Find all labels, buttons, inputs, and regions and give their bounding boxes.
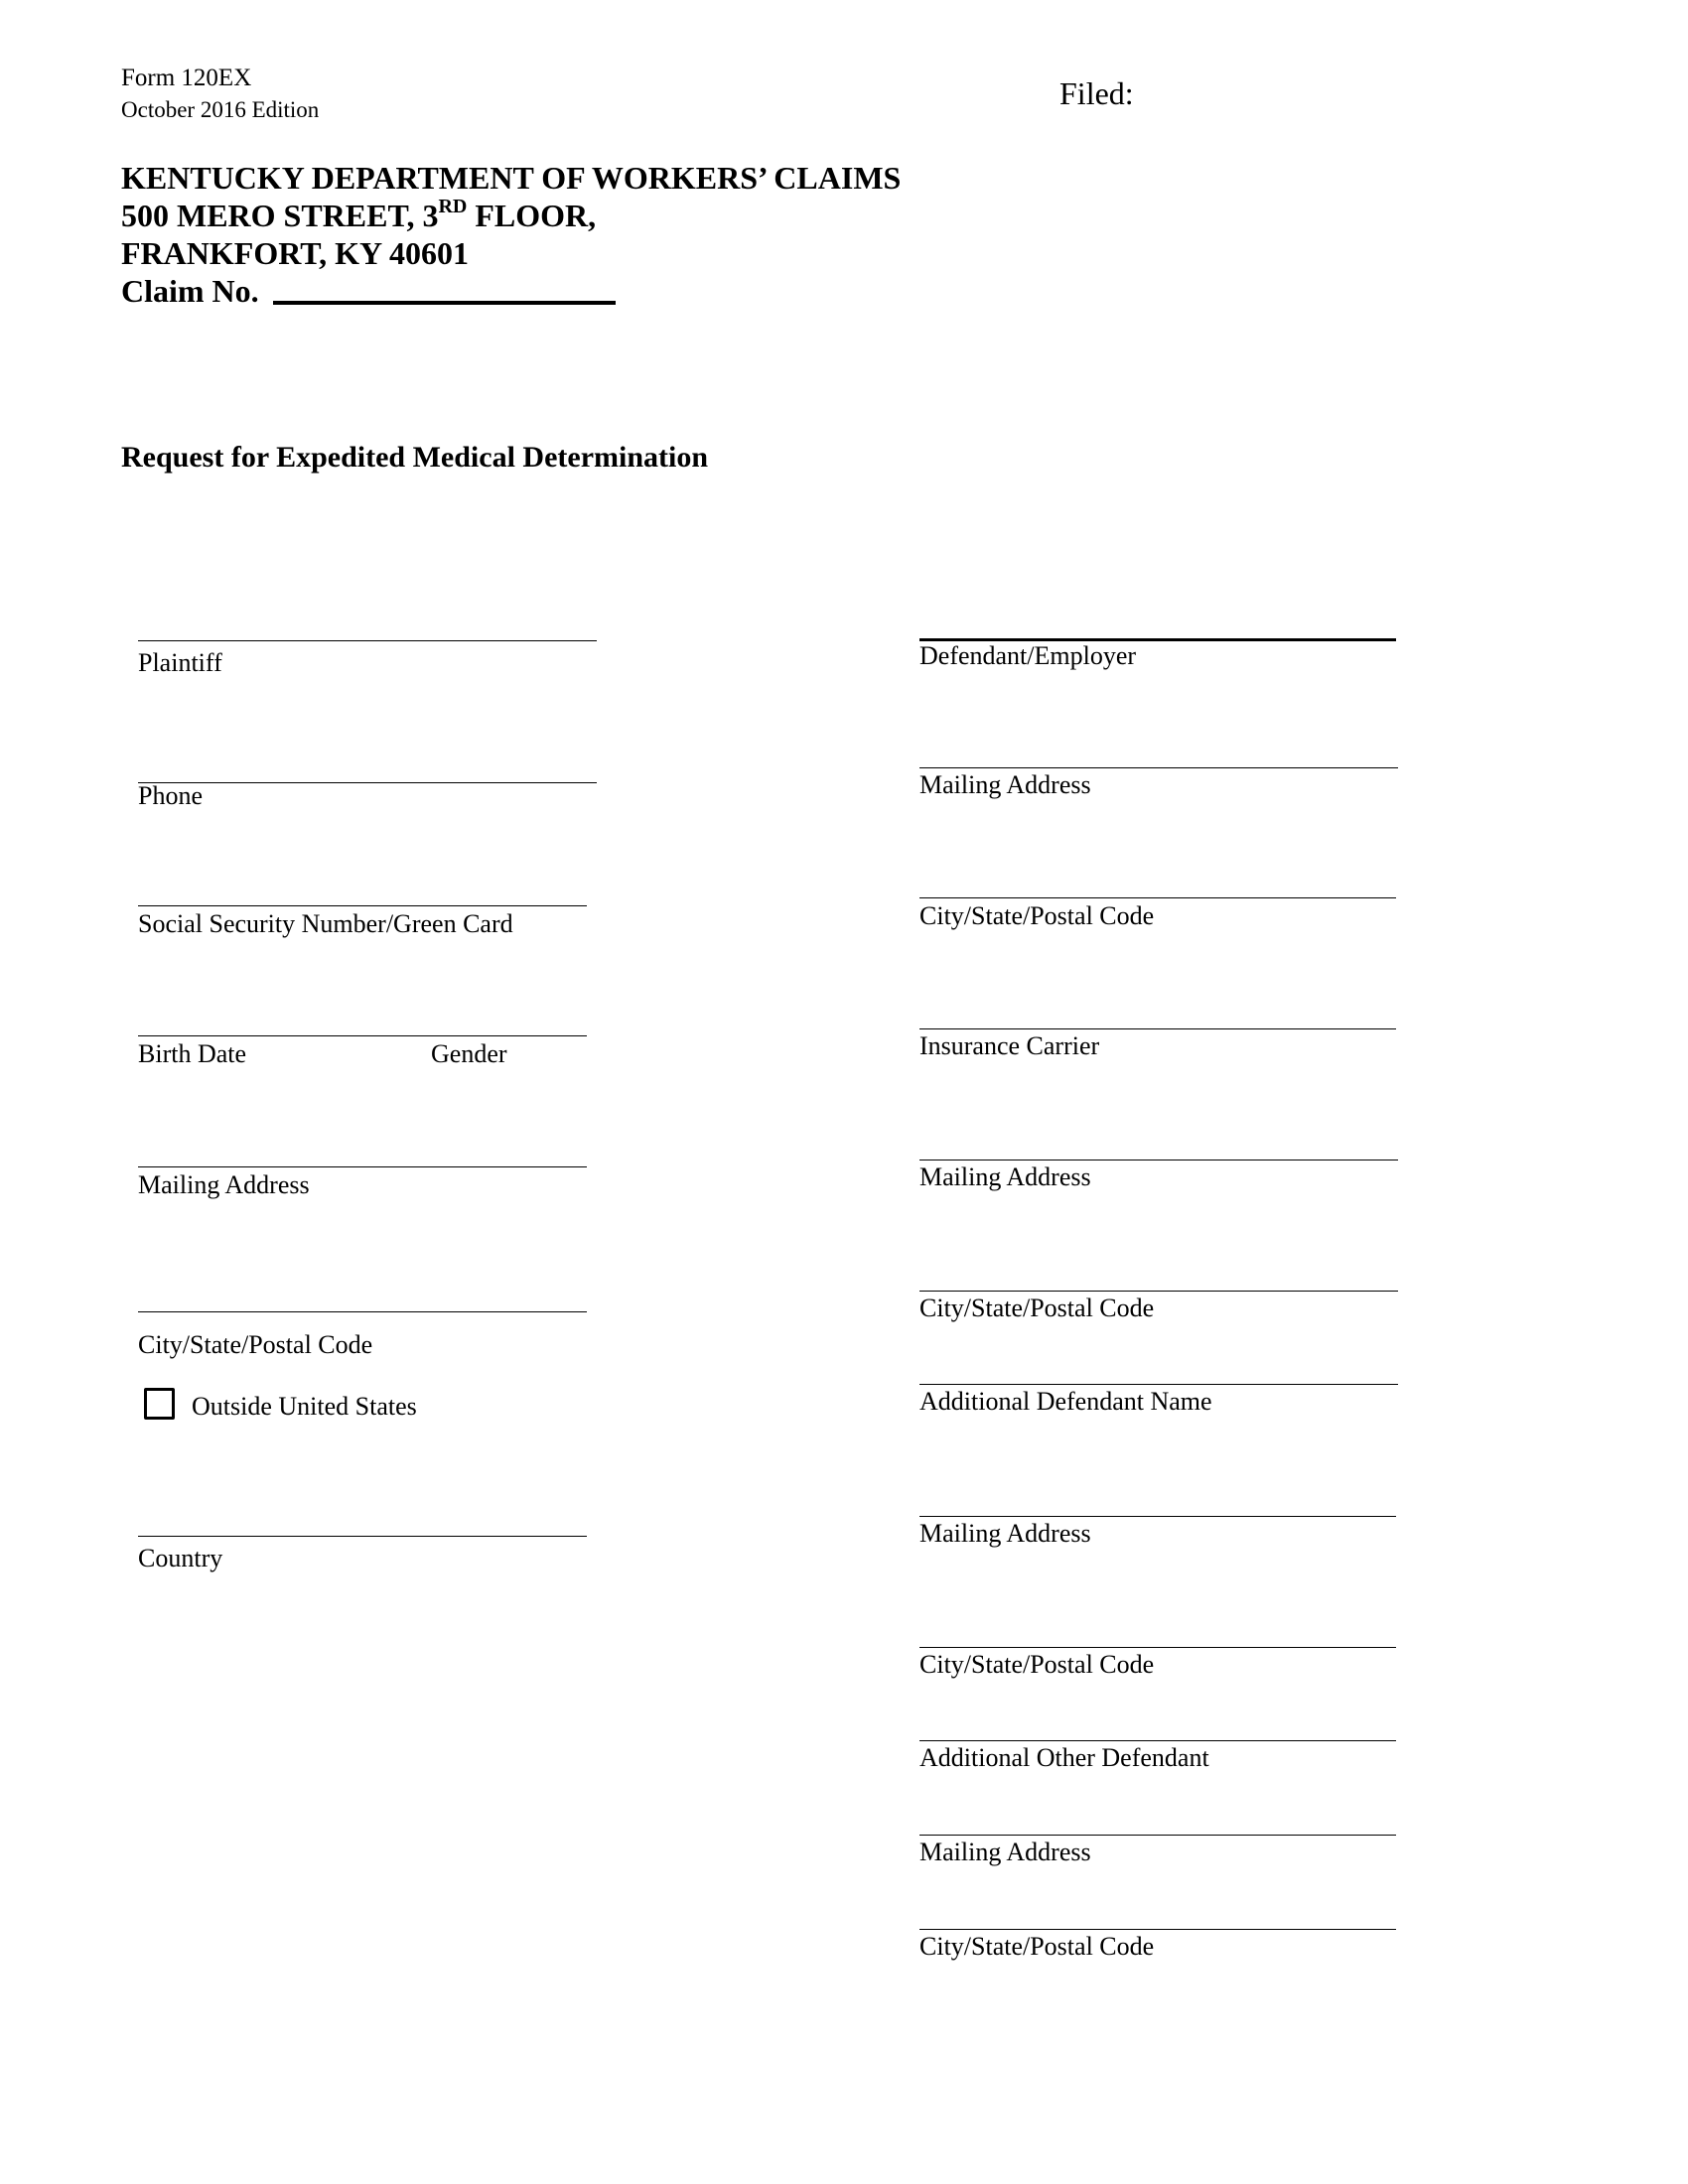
additional-other-defendant-field[interactable]	[919, 1740, 1396, 1741]
insurance-city-state-field[interactable]	[919, 1291, 1398, 1292]
plaintiff-city-state-field[interactable]	[138, 1311, 587, 1312]
other-mailing-address-label: Mailing Address	[919, 1838, 1091, 1866]
additional-mailing-address-label: Mailing Address	[919, 1519, 1091, 1548]
insurance-city-state-label: City/State/Postal Code	[919, 1294, 1155, 1322]
agency-street	[121, 196, 597, 233]
form-id: Form 120EX	[121, 65, 252, 91]
form-edition: October 2016 Edition	[121, 97, 320, 122]
country-label: Country	[138, 1544, 223, 1572]
employer-city-state-label: City/State/Postal Code	[919, 901, 1155, 930]
insurance-carrier-field[interactable]	[919, 1028, 1396, 1029]
birth-date-gender-field[interactable]	[138, 1035, 587, 1036]
plaintiff-label: Plaintiff	[138, 648, 222, 677]
employer-mailing-address-field[interactable]	[919, 767, 1398, 768]
plaintiff-city-state-label: City/State/Postal Code	[138, 1330, 373, 1359]
floor-text: FLOOR,	[467, 198, 597, 233]
country-field[interactable]	[138, 1536, 587, 1537]
agency-city: FRANKFORT, KY 40601	[121, 235, 469, 271]
floor-ordinal: RD	[438, 196, 468, 217]
additional-mailing-address-field[interactable]	[919, 1516, 1396, 1517]
other-city-state-label: City/State/Postal Code	[919, 1932, 1155, 1961]
ssn-label: Social Security Number/Green Card	[138, 909, 513, 938]
additional-defendant-name-field[interactable]	[919, 1384, 1398, 1385]
ssn-field[interactable]	[138, 905, 587, 906]
insurance-mailing-address-label: Mailing Address	[919, 1162, 1091, 1191]
filed-label: Filed:	[1059, 75, 1134, 111]
plaintiff-mailing-address-label: Mailing Address	[138, 1170, 310, 1199]
street-text: 500 MERO STREET, 3	[121, 198, 439, 233]
additional-city-state-label: City/State/Postal Code	[919, 1650, 1155, 1679]
plaintiff-field[interactable]	[138, 640, 597, 641]
outside-us-checkbox[interactable]	[144, 1388, 175, 1420]
phone-label: Phone	[138, 781, 203, 810]
other-city-state-field[interactable]	[919, 1929, 1396, 1930]
claim-number-field[interactable]	[273, 301, 616, 305]
outside-us-label: Outside United States	[192, 1392, 417, 1421]
additional-city-state-field[interactable]	[919, 1647, 1396, 1648]
additional-defendant-name-label: Additional Defendant Name	[919, 1387, 1212, 1416]
other-mailing-address-field[interactable]	[919, 1835, 1396, 1836]
birth-date-label: Birth Date	[138, 1039, 247, 1068]
page-title: Request for Expedited Medical Determination	[121, 441, 709, 474]
insurance-carrier-label: Insurance Carrier	[919, 1031, 1100, 1060]
employer-city-state-field[interactable]	[919, 897, 1396, 898]
agency-name: KENTUCKY DEPARTMENT OF WORKERS’ CLAIMS	[121, 160, 902, 196]
phone-field[interactable]	[138, 782, 597, 783]
defendant-employer-label: Defendant/Employer	[919, 641, 1137, 670]
claim-number-label: Claim No.	[121, 273, 259, 309]
employer-mailing-address-label: Mailing Address	[919, 770, 1091, 799]
gender-label: Gender	[431, 1039, 507, 1068]
plaintiff-mailing-address-field[interactable]	[138, 1166, 587, 1167]
additional-other-defendant-label: Additional Other Defendant	[919, 1743, 1209, 1772]
